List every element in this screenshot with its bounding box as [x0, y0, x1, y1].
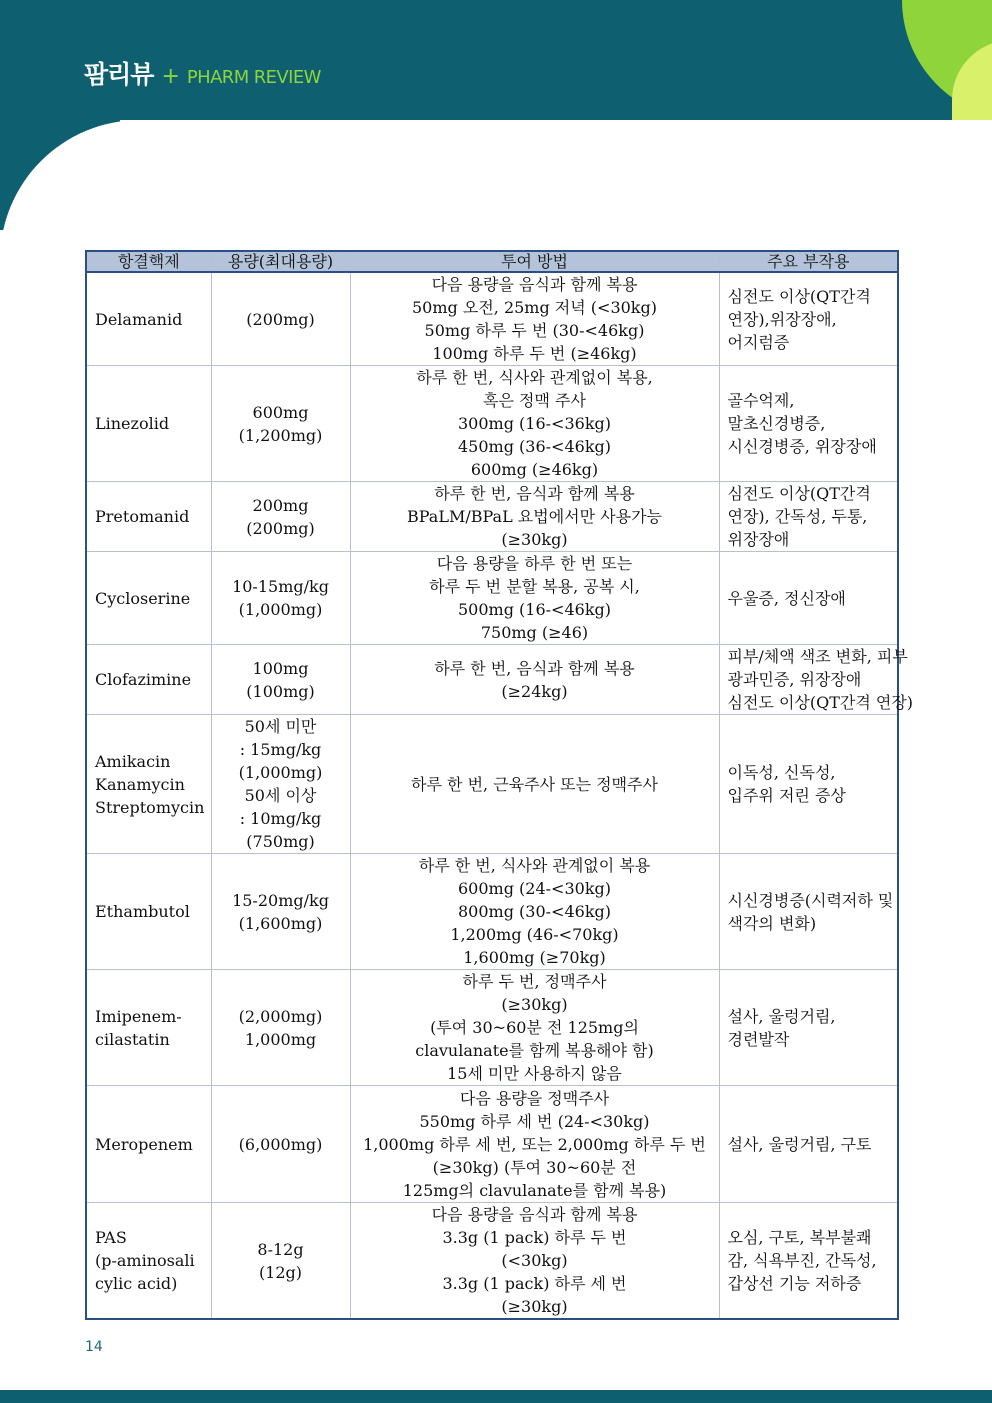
cell-side-effects — [719, 970, 898, 1086]
cell-method — [350, 366, 719, 482]
brand-korean: 팜리뷰 — [84, 60, 154, 89]
cell-line: 500mg (16-<46kg) — [458, 600, 611, 619]
cell-line: 우울증, 정신장애 — [727, 588, 846, 608]
cell-line: Pretomanid — [95, 507, 190, 526]
cell-line: 심전도 이상(QT간격 — [727, 286, 871, 306]
cell-side-effects — [719, 854, 898, 970]
table-row — [86, 482, 898, 552]
cell-drug-name — [86, 970, 211, 1086]
cell-line: 다음 용량을 정맥주사 — [459, 1088, 610, 1108]
cell-dose — [211, 970, 350, 1086]
cell-line: (투여 30~60분 전 125mg의 — [430, 1018, 639, 1037]
cell-line: 50mg 하루 두 번 (30-<46kg) — [424, 321, 645, 340]
cell-line: 600mg (24-<30kg) — [458, 879, 611, 898]
cell-dose — [211, 482, 350, 552]
cell-dose — [211, 645, 350, 715]
cell-line: 심전도 이상(QT간격 연장) — [727, 693, 914, 712]
cell-line: Imipenem- — [95, 1006, 182, 1026]
cell-side-effects — [719, 1203, 898, 1320]
cell-line: 피부/체액 색조 변화, 피부 — [727, 647, 908, 666]
cell-line: 골수억제, — [727, 391, 795, 410]
cell-line: (≥30kg) — [501, 995, 568, 1014]
cell-line: 100mg — [252, 658, 309, 678]
cell-line: (1,200mg) — [238, 425, 323, 445]
table-row — [86, 1203, 898, 1320]
cell-line: Delamanid — [95, 309, 183, 329]
cell-line: 300mg (16-<36kg) — [458, 414, 611, 433]
table-header-row — [86, 251, 898, 272]
cell-line: 600mg (≥46kg) — [470, 460, 599, 479]
cell-line: (≥30kg) — [501, 1297, 568, 1316]
cell-line: 550mg 하루 세 번 (24-<30kg) — [419, 1111, 650, 1131]
table-body — [86, 272, 914, 1319]
cell-side-effects — [719, 715, 898, 854]
brand-plus: + — [161, 64, 180, 89]
cell-drug-name — [86, 1086, 211, 1203]
cell-line: Streptomycin — [95, 797, 205, 817]
cell-line: 다음 용량을 음식과 함께 복용 — [431, 1205, 638, 1224]
cell-line: Amikacin — [95, 751, 171, 771]
cell-method — [350, 1203, 719, 1320]
cell-line: Ethambutol — [95, 902, 190, 921]
cell-line: 1,000mg — [244, 1029, 317, 1049]
tb-drug-table — [85, 250, 914, 1320]
cell-line: 하루 한 번, 식사와 관계없이 복용 — [418, 856, 651, 875]
table-row — [86, 1086, 898, 1203]
cell-method — [350, 970, 719, 1086]
cell-line: 하루 한 번, 근육주사 또는 정맥주사 — [411, 774, 658, 794]
cell-dose — [211, 854, 350, 970]
cell-dose — [211, 272, 350, 366]
cell-line: 갑상선 기능 저하증 — [727, 1274, 862, 1293]
cell-side-effects — [719, 272, 898, 366]
cell-line: clavulanate를 함께 복용해야 함) — [415, 1041, 654, 1060]
table-row — [86, 645, 898, 715]
cell-line: (1,000mg) — [238, 763, 323, 782]
cell-drug-name — [86, 366, 211, 482]
table-row — [86, 970, 898, 1086]
column-header-drug: 항결핵제 — [86, 251, 211, 272]
cell-line: 450mg (36-<46kg) — [458, 437, 611, 456]
cell-line: 하루 두 번 분할 복용, 공복 시, — [429, 577, 640, 596]
cell-line: BPaLM/BPaL 요법에서만 사용가능 — [407, 507, 662, 526]
cell-drug-name — [86, 272, 211, 366]
cell-line: 8-12g — [257, 1239, 304, 1259]
cell-drug-name — [86, 1203, 211, 1320]
table-row — [86, 854, 898, 970]
cell-line: 125mg의 clavulanate를 함께 복용) — [402, 1180, 667, 1200]
cell-method — [350, 715, 719, 854]
cell-line: 50세 이상 — [244, 786, 317, 805]
cell-line: cylic acid) — [95, 1274, 178, 1293]
cell-drug-name — [86, 645, 211, 715]
cell-line: 연장), 간독성, 두통, — [727, 507, 868, 526]
cell-side-effects — [719, 645, 914, 715]
column-header-side-effects: 주요 부작용 — [719, 251, 898, 272]
cell-line: 15세 미만 사용하지 않음 — [447, 1064, 622, 1083]
cell-line: Cycloserine — [95, 588, 191, 608]
cell-line: 1,000mg 하루 세 번, 또는 2,000mg 하루 두 번 — [363, 1134, 706, 1154]
cell-line: 50세 미만 — [244, 717, 317, 736]
cell-line: Kanamycin — [95, 774, 185, 794]
cell-line: 1,200mg (46-<70kg) — [450, 925, 619, 944]
cell-line: 하루 한 번, 식사와 관계없이 복용, — [416, 368, 653, 387]
table-header — [86, 251, 898, 272]
cell-drug-name — [86, 482, 211, 552]
cell-line: : 10mg/kg — [239, 809, 322, 828]
cell-dose — [211, 1086, 350, 1203]
page-number: 14 — [85, 1339, 103, 1355]
table-row — [86, 366, 898, 482]
brand-english: PHARM REVIEW — [186, 67, 321, 88]
cell-line: : 15mg/kg — [239, 740, 322, 759]
cell-drug-name — [86, 715, 211, 854]
cell-line: (2,000mg) — [238, 1006, 323, 1026]
cell-method — [350, 854, 719, 970]
cell-line: 경련발작 — [727, 1029, 790, 1049]
cell-line: 100mg 하루 두 번 (≥46kg) — [432, 344, 637, 363]
cell-line: (750mg) — [246, 832, 315, 851]
cell-line: 말초신경병증, — [727, 414, 826, 433]
column-header-dose: 용량(최대용량) — [211, 251, 350, 272]
cell-line: (1,600mg) — [238, 913, 323, 933]
cell-line: (≥24kg) — [501, 681, 568, 701]
cell-line: 감, 식욕부진, 간독성, — [727, 1251, 877, 1270]
cell-line: Linezolid — [95, 414, 170, 433]
cell-line: 연장),위장장애, — [727, 309, 837, 329]
cell-line: 하루 한 번, 음식과 함께 복용 — [434, 658, 635, 678]
column-header-method: 투여 방법 — [350, 251, 719, 272]
cell-side-effects — [719, 482, 898, 552]
cell-line: 750mg (≥46) — [480, 623, 589, 642]
cell-line: 800mg (30-<46kg) — [458, 902, 611, 921]
cell-line: (12g) — [258, 1262, 303, 1282]
cell-line: 이독성, 신독성, — [727, 763, 836, 782]
cell-drug-name — [86, 552, 211, 645]
cell-line: 다음 용량을 하루 한 번 또는 — [436, 554, 633, 573]
cell-line: (≥30kg) — [501, 530, 568, 549]
cell-line: Clofazimine — [95, 670, 192, 689]
table-row — [86, 272, 898, 366]
cell-drug-name — [86, 854, 211, 970]
cell-line: cilastatin — [95, 1029, 170, 1049]
header-curve — [0, 120, 992, 230]
brand-logo — [84, 55, 321, 91]
cell-line: (200mg) — [246, 518, 315, 538]
cell-line: 위장장애 — [727, 530, 790, 549]
cell-method — [350, 645, 719, 715]
cell-side-effects — [719, 366, 898, 482]
cell-line: 색각의 변화) — [727, 913, 817, 933]
cell-dose — [211, 1203, 350, 1320]
cell-method — [350, 552, 719, 645]
cell-dose — [211, 366, 350, 482]
cell-line: (200mg) — [246, 309, 315, 329]
header-accent-shape — [902, 0, 992, 120]
cell-method — [350, 272, 719, 366]
cell-line: 시신경병증, 위장장애 — [727, 437, 877, 456]
cell-line: 설사, 울렁거림, — [727, 1006, 836, 1026]
cell-line: 3.3g (1 pack) 하루 두 번 — [442, 1228, 627, 1247]
cell-method — [350, 482, 719, 552]
cell-line: 1,600mg (≥70kg) — [463, 948, 606, 967]
cell-line: 설사, 울렁거림, 구토 — [727, 1134, 872, 1154]
cell-line: 600mg — [252, 402, 309, 422]
cell-line: 3.3g (1 pack) 하루 세 번 — [442, 1274, 627, 1293]
cell-line: 심전도 이상(QT간격 — [727, 484, 871, 503]
cell-line: 10-15mg/kg — [232, 577, 329, 596]
cell-line: 광과민증, 위장장애 — [727, 670, 862, 689]
cell-line: 어지럼증 — [727, 332, 790, 352]
cell-line: 50mg 오전, 25mg 저녁 (<30kg) — [412, 298, 657, 317]
cell-dose — [211, 552, 350, 645]
cell-line: Meropenem — [95, 1134, 193, 1154]
cell-line: 15-20mg/kg — [232, 890, 329, 910]
cell-line: PAS — [95, 1228, 127, 1247]
cell-line: (≥30kg) (투여 30~60분 전 — [432, 1157, 637, 1177]
cell-line: 하루 한 번, 음식과 함께 복용 — [434, 484, 635, 503]
cell-line: (100mg) — [246, 681, 315, 701]
cell-side-effects — [719, 1086, 898, 1203]
table-row — [86, 552, 898, 645]
cell-line: 하루 두 번, 정맥주사 — [462, 972, 607, 991]
cell-line: (1,000mg) — [238, 600, 323, 619]
cell-line: (p-aminosali — [95, 1251, 195, 1270]
cell-line: 시신경병증(시력저하 및 — [727, 890, 894, 910]
cell-method — [350, 1086, 719, 1203]
table-row — [86, 715, 898, 854]
footer-band — [0, 1390, 992, 1403]
cell-dose — [211, 715, 350, 854]
cell-line: 입주위 저린 증상 — [727, 786, 846, 805]
cell-line: 오심, 구토, 복부불쾌 — [727, 1228, 872, 1247]
cell-line: (<30kg) — [501, 1251, 568, 1270]
cell-line: 혹은 정맥 주사 — [483, 391, 586, 410]
cell-line: (6,000mg) — [238, 1134, 323, 1154]
cell-side-effects — [719, 552, 898, 645]
cell-line: 200mg — [252, 495, 309, 515]
cell-line: 다음 용량을 음식과 함께 복용 — [431, 275, 638, 294]
